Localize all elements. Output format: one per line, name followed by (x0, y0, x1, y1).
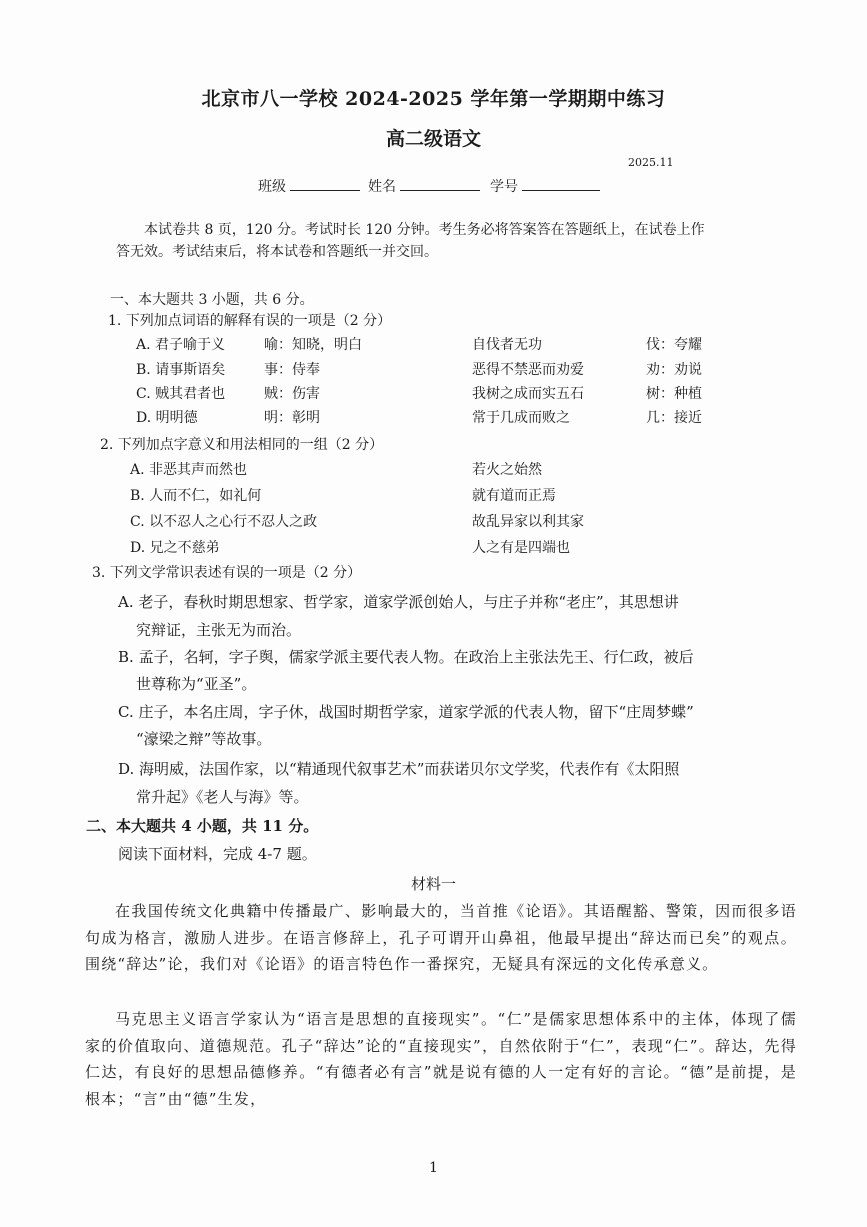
q2-option-b: B. 人而不仁，如礼何 (130, 488, 262, 504)
q1-option-b: B. 请事斯语矣 (136, 362, 226, 378)
id-field (490, 176, 600, 196)
q2-option-a-right: 若火之始然 (472, 462, 542, 478)
q2-option-b-right: 就有道而正焉 (472, 488, 556, 504)
q3-option-d-cont: 常升起》《老人与海》等。 (136, 788, 309, 806)
material-title: 材料一 (410, 875, 456, 893)
q2-option-d-right: 人之有是四端也 (472, 540, 570, 556)
id-blank[interactable] (522, 176, 600, 191)
section1-heading: 一、本大题共 3 小题，共 6 分。 (110, 292, 314, 308)
q1-option-c-gloss: 贼：伤害 (264, 386, 320, 402)
q1-option-d-phrase2: 常于几成而败之 (472, 410, 570, 426)
q1-option-c-gloss2: 树：种植 (646, 386, 702, 402)
q1-option-a: A. 君子喻于义 (136, 337, 226, 353)
q1-option-c-phrase2: 我树之成而实五石 (472, 386, 584, 402)
q2-option-c: C. 以不忍人之心行不忍人之政 (130, 514, 318, 530)
id-label: 学号 (490, 179, 518, 195)
q3-option-a: A. 老子，春秋时期思想家、哲学家，道家学派创始人，与庄子并称“老庄”，其思想讲 (118, 593, 679, 611)
q1-option-d: D. 明明德 (136, 410, 198, 426)
q1-stem: 1. 下列加点词语的解释有误的一项是（2 分） (108, 313, 392, 329)
exam-title: 北京市八一学校 2024-2025 学年第一学期期中练习 (201, 88, 666, 110)
material-paragraph-1: 在我国传统文化典籍中传播最广、影响最大的，当首推《论语》。其语醒豁、警策，因而很多语句成为格言，激励人进步。在语言修辞上，孔子可谓开山鼻祖，他最早提出“辞达而已矣”的观点。围绕“辞达”论，我们对《论语》的语言特色作一番探究，无疑具有深远的文化传承意义。 (85, 902, 797, 973)
q1-option-b-phrase2: 恶得不禁恶而劝爱 (472, 362, 584, 378)
material-paragraph-2: 马克思主义语言学家认为“语言是思想的直接现实”。“仁”是儒家思想体系中的主体，体现了儒家的价值取向、道德规范。孔子“辞达”论的“直接现实”，自然依附于“仁”，表现“仁”。辞达，先得仁达，有良好的思想品德修养。“有德者必有言”就是说有德的人一定有好的言论。“德”是前提，是根本；“言”由“德”生发， (85, 1010, 797, 1108)
q3-option-d: D. 海明威，法国作家，以“精通现代叙事艺术”而获诺贝尔文学奖，代表作有《太阳照 (118, 760, 680, 778)
q1-option-b-gloss: 事：侍奉 (264, 362, 320, 378)
q1-option-a-gloss: 喻：知晓，明白 (264, 337, 362, 353)
instructions-line-1: 本试卷共 8 页，120 分。考试时长 120 分钟。考生务必将答案答在答题纸上，在试卷上作 (144, 222, 705, 238)
name-label: 姓名 (368, 179, 396, 195)
class-label: 班级 (258, 179, 286, 195)
section2-heading: 二、本大题共 4 小题，共 11 分。 (86, 817, 319, 835)
class-blank[interactable] (290, 176, 360, 191)
q3-option-a-cont: 究辩证，主张无为而治。 (136, 621, 302, 639)
instructions-line-2: 答无效。考试结束后，将本试卷和答题纸一并交回。 (116, 244, 438, 260)
q1-option-b-gloss2: 劝：劝说 (646, 362, 702, 378)
name-field (368, 176, 480, 196)
page-number: 1 (429, 1160, 438, 1176)
q1-option-a-gloss2: 伐：夸耀 (646, 337, 702, 353)
q2-option-d: D. 兄之不慈弟 (130, 540, 220, 556)
q3-stem: 3. 下列文学常识表述有误的一项是（2 分） (92, 565, 362, 581)
q1-option-d-gloss: 明：彰明 (264, 410, 320, 426)
q3-option-c-cont: “濠梁之辩”等故事。 (136, 730, 272, 748)
q2-stem: 2. 下列加点字意义和用法相同的一组（2 分） (100, 437, 384, 453)
q1-option-d-gloss2: 几：接近 (646, 410, 702, 426)
q1-option-a-phrase2: 自伐者无功 (472, 337, 542, 353)
q2-option-a: A. 非恶其声而然也 (130, 462, 248, 478)
q3-option-b: B. 孟子，名轲，字子舆，儒家学派主要代表人物。在政治上主张法先王、行仁政，被后 (118, 648, 694, 666)
class-field (258, 176, 360, 196)
exam-subtitle: 高二级语文 (385, 128, 481, 150)
name-blank[interactable] (400, 176, 480, 191)
q2-option-c-right: 故乱异家以利其家 (472, 514, 584, 530)
q3-option-c: C. 庄子，本名庄周，字子休，战国时期哲学家，道家学派的代表人物，留下“庄周梦蝶” (118, 703, 694, 721)
section2-instruction: 阅读下面材料，完成 4-7 题。 (118, 845, 317, 863)
q3-option-b-cont: 世尊称为“亚圣”。 (136, 675, 257, 693)
q1-option-c: C. 贼其君者也 (136, 386, 226, 402)
exam-date: 2025.11 (628, 156, 674, 169)
